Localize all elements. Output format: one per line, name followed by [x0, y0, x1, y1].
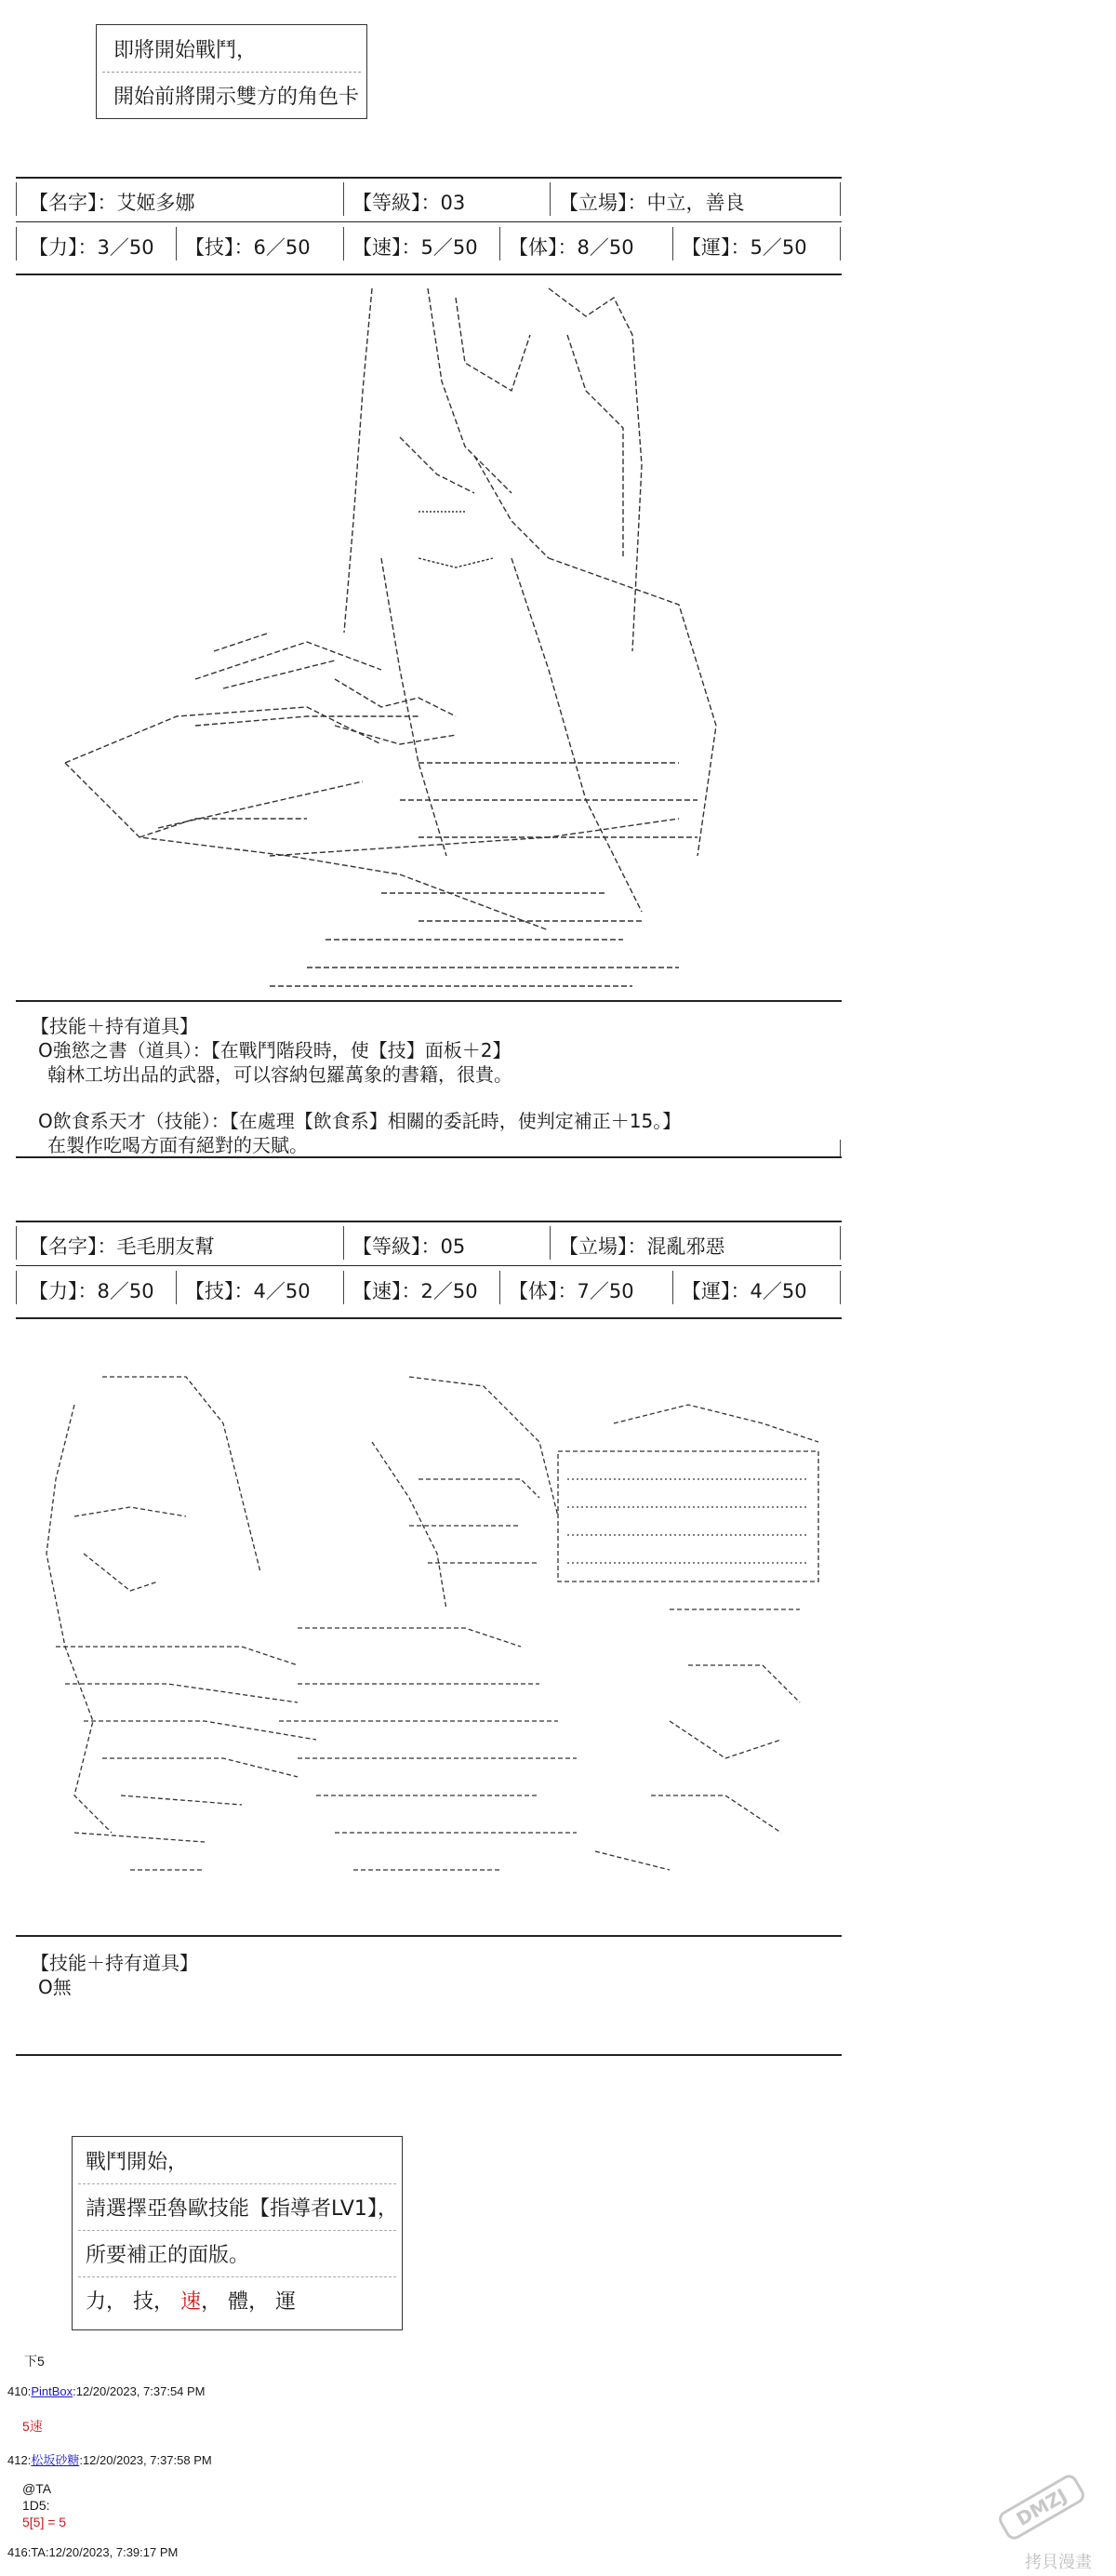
card1-alignment: 【立場】：中立，善良 [559, 192, 745, 214]
card1-stat-tech: 【技】：6／50 [185, 236, 311, 259]
cell-divider [16, 182, 17, 216]
battle-options [86, 2286, 296, 2315]
cell-divider [840, 1271, 841, 1304]
card-top-rule [16, 1221, 842, 1222]
card1-skill-1-desc: 翰林工坊出品的武器，可以容納包羅萬象的書籍，很貴。 [47, 1063, 512, 1086]
post-author-link[interactable]: PintBox [31, 2384, 73, 2398]
battle-divider [78, 2276, 396, 2277]
card1-skill-1: O強慾之書（道具）：【在戰鬥階段時，使【技】面板＋2】 [38, 1039, 512, 1061]
skills-top-rule [16, 1000, 842, 1002]
character-art-1 [28, 279, 735, 1005]
cell-divider [343, 227, 344, 260]
post-412 [7, 2450, 212, 2468]
card2-skills [16, 1935, 842, 2065]
cell-divider [16, 227, 17, 260]
post-416: 416:TA:12/20/2023, 7:39:17 PM [7, 2545, 179, 2559]
post-412-dice: 1D5: [22, 2498, 50, 2513]
battle-divider [78, 2230, 396, 2231]
post-number: 412: [7, 2453, 32, 2467]
option-strength: 力 [86, 2290, 107, 2314]
notice-box [96, 24, 367, 119]
cell-divider [550, 182, 551, 216]
watermark-text: 拷貝漫畫 [1025, 2553, 1092, 2572]
post-time: :12/20/2023, 7:37:58 PM [79, 2453, 212, 2467]
card2-skills-title: 【技能＋持有道具】 [31, 1952, 198, 1974]
cell-divider [16, 1271, 17, 1304]
skills-bottom-rule [16, 2054, 842, 2056]
option-speed: 速 [180, 2290, 202, 2314]
card1-skill-2: O飲食系天才（技能）：【在處理【飲食系】相關的委託時，使判定補正＋15。】 [38, 1110, 682, 1132]
cell-divider [16, 1226, 17, 1260]
character-art-2 [19, 1368, 828, 1889]
card2-stat-speed: 【速】：2／50 [352, 1280, 478, 1302]
card1-skill-2-desc: 在製作吃喝方面有絕對的天賦。 [47, 1134, 308, 1156]
option-separator: ， [106, 2290, 127, 2314]
watermark-logo [986, 2465, 1097, 2553]
post-author-link[interactable]: 松坂砂糖 [31, 2453, 80, 2467]
card-bottom-rule [16, 1317, 842, 1319]
option-technique: 技 [133, 2290, 154, 2314]
notice-line-1: 即將開始戰鬥， [113, 39, 258, 62]
option-separator: ， [153, 2290, 175, 2314]
cell-divider [343, 182, 344, 216]
post-410 [7, 2384, 206, 2398]
card1-skills [16, 1000, 842, 1156]
card1-stat-str: 【力】：3／50 [29, 236, 154, 259]
option-separator: ， [248, 2290, 270, 2314]
post-412-mention: @TA [22, 2481, 52, 2496]
card2-level: 【等級】：05 [352, 1235, 466, 1258]
option-body: 體 [228, 2290, 249, 2314]
card2-name: 【名字】：毛毛朋友幫 [29, 1235, 215, 1258]
battle-line-3: 所要補正的面版。 [86, 2244, 250, 2267]
battle-divider [78, 2183, 396, 2184]
card1-level: 【等級】：03 [352, 192, 466, 214]
card2-stat-luck: 【運】：4／50 [682, 1280, 807, 1302]
cell-divider [840, 182, 841, 216]
post-410-body: 5速 [22, 2419, 43, 2434]
card-top-rule [16, 177, 842, 179]
option-separator: ， [201, 2290, 222, 2314]
cell-divider [499, 227, 500, 260]
post-time: :12/20/2023, 7:37:54 PM [73, 2384, 206, 2398]
card1-stat-body: 【体】：8／50 [509, 236, 634, 259]
cell-divider [550, 1226, 551, 1260]
option-luck: 運 [275, 2290, 297, 2314]
cell-divider [840, 1226, 841, 1260]
skills-bottom-rule [16, 1156, 842, 1158]
card2-alignment: 【立場】：混亂邪惡 [559, 1235, 725, 1258]
card2-skill-1: O無 [38, 1976, 72, 1998]
cell-divider [176, 1271, 177, 1304]
card-mid-rule [16, 1265, 842, 1266]
battle-line-1: 戰鬥開始， [86, 2151, 189, 2174]
cell-divider [672, 1271, 673, 1304]
cell-divider [840, 1140, 841, 1158]
cell-divider [499, 1271, 500, 1304]
card2-stat-tech: 【技】：4／50 [185, 1280, 311, 1302]
card-mid-rule [16, 221, 842, 222]
battle-box [72, 2136, 403, 2330]
card1-skills-title: 【技能＋持有道具】 [31, 1015, 198, 1037]
character-card-1 [16, 177, 842, 279]
card1-stat-luck: 【運】：5／50 [682, 236, 807, 259]
cell-divider [672, 227, 673, 260]
post-412-result: 5[5] = 5 [22, 2515, 67, 2529]
notice-divider [102, 72, 361, 73]
card-bottom-rule [16, 274, 842, 275]
card1-name: 【名字】：艾姬多娜 [29, 192, 195, 214]
cell-divider [176, 227, 177, 260]
battle-line-2: 請選擇亞魯歐技能【指導者LV1】， [86, 2197, 398, 2221]
lower-note: 下5 [24, 2354, 45, 2369]
cell-divider [840, 227, 841, 260]
watermark-logo-text: DMZJ [1012, 2483, 1071, 2531]
cell-divider [343, 1271, 344, 1304]
post-number: 410: [7, 2384, 32, 2398]
character-card-2 [16, 1221, 842, 1323]
notice-line-2: 開始前將開示雙方的角色卡 [113, 86, 360, 109]
card2-stat-str: 【力】：8／50 [29, 1280, 154, 1302]
skills-top-rule [16, 1935, 842, 1937]
card2-stat-body: 【体】：7／50 [509, 1280, 634, 1302]
card1-stat-speed: 【速】：5／50 [352, 236, 478, 259]
cell-divider [343, 1226, 344, 1260]
